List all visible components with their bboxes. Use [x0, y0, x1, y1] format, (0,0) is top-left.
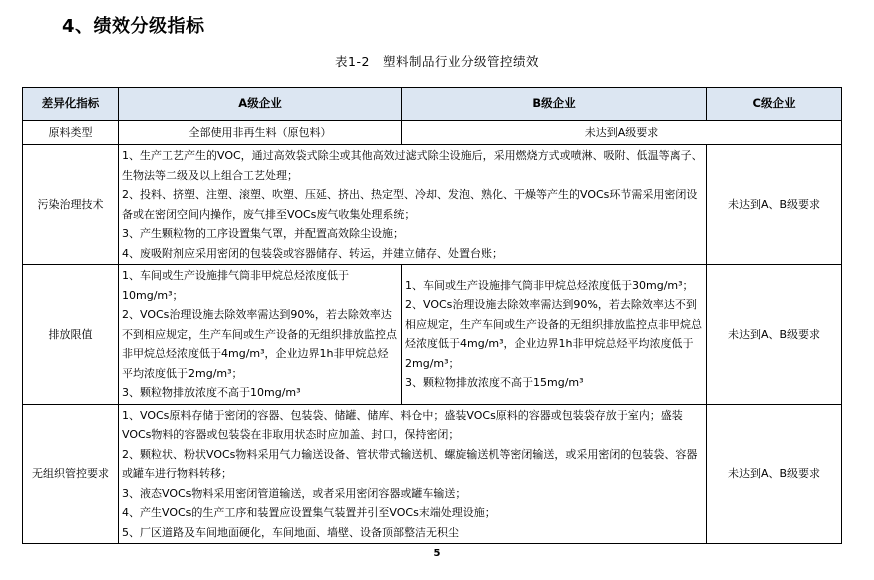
cell-bc: 未达到A级要求 [402, 121, 842, 145]
cell-c: 未达到A、B级要求 [707, 145, 842, 265]
list-item: 2、VOCs治理设施去除效率需达到90%，若去除效率达不到相应规定，生产车间或生产设备的无组织排放监控点非甲烷总烃浓度低于4mg/m³，企业边界1h非甲烷总烃平均浓度低于2mg/m³； [122, 308, 397, 380]
col-header-indicator: 差异化指标 [23, 88, 119, 121]
section-heading: 4、绩效分级指标 [62, 16, 205, 37]
row-label: 无组织管控要求 [23, 404, 119, 544]
list-item: 1、VOCs原料存储于密闭的容器、包装袋、储罐、储库、料仓中；盛装VOCs原料的容器或包装袋存放于室内；盛装VOCs物料的容器或包装袋在非取用状态时应加盖、封口，保持密闭； [122, 408, 683, 441]
list-item: 1、车间或生产设施排气筒非甲烷总烃浓度低于10mg/m³； [122, 269, 349, 302]
list-item: 1、生产工艺产生的VOC，通过高效袋式除尘或其他高效过滤式除尘设施后，采用燃烧方式或喷淋、吸附、低温等离子、生物法等二级及以上组合工艺处理； [122, 149, 703, 182]
row-fugitive [23, 404, 842, 544]
cell-b [402, 265, 707, 405]
row-pollution [23, 145, 842, 265]
grading-table [22, 87, 842, 544]
list-item: 3、颗粒物排放浓度不高于15mg/m³ [405, 376, 584, 390]
cell-a [119, 265, 402, 405]
list-item: 2、VOCs治理设施去除效率需达到90%，若去除效率达不到相应规定，生产车间或生产设备的无组织排放监控点非甲烷总烃浓度低于4mg/m³，企业边界1h非甲烷总烃平均浓度低于2mg/m³； [405, 298, 702, 370]
row-label: 排放限值 [23, 265, 119, 405]
col-header-a: A级企业 [119, 88, 402, 121]
list-item: 3、液态VOCs物料采用密闭管道输送，或者采用密闭容器或罐车输送； [122, 486, 467, 500]
page-number: 5 [433, 548, 441, 559]
list-item: 4、废吸附剂应采用密闭的包装袋或容器储存、转运，并建立储存、处置台账； [122, 246, 503, 260]
list-item: 5、厂区道路及车间地面硬化，车间地面、墙壁、设备顶部整洁无积尘 [122, 525, 459, 539]
col-header-b: B级企业 [402, 88, 707, 121]
list-item: 2、投料、挤塑、注塑、滚塑、吹塑、压延、挤出、热定型、冷却、发泡、熟化、干燥等产生的VOCs环节需采用密闭设备或在密闭空间内操作，废气排至VOCs废气收集处理系统； [122, 188, 698, 221]
list-item: 4、产生VOCs的生产工序和装置应设置集气装置并引至VOCs末端处理设施； [122, 506, 496, 519]
table-header-row [23, 88, 842, 121]
row-label: 原料类型 [23, 121, 119, 145]
list-item: 2、颗粒状、粉状VOCs物料采用气力输送设备、管状带式输送机、螺旋输送机等密闭输送，或采用密闭的包装袋、容器或罐车进行物料转移； [122, 447, 698, 480]
row-label: 污染治理技术 [23, 145, 119, 265]
cell-ab [119, 404, 707, 544]
cell-c: 未达到A、B级要求 [707, 265, 842, 405]
table-caption: 表1-2 塑料制品行业分级管控绩效 [335, 54, 539, 69]
cell-c: 未达到A、B级要求 [707, 404, 842, 544]
row-emission [23, 265, 842, 405]
row-raw-material [23, 121, 842, 145]
cell-ab [119, 145, 707, 265]
list-item: 3、产生颗粒物的工序设置集气罩，并配置高效除尘设施； [122, 227, 404, 240]
list-item: 1、车间或生产设施排气筒非甲烷总烃浓度低于30mg/m³； [405, 278, 694, 292]
list-item: 3、颗粒物排放浓度不高于10mg/m³ [122, 386, 301, 399]
col-header-c: C级企业 [707, 88, 842, 121]
cell-a: 全部使用非再生料（原包料） [119, 121, 402, 145]
